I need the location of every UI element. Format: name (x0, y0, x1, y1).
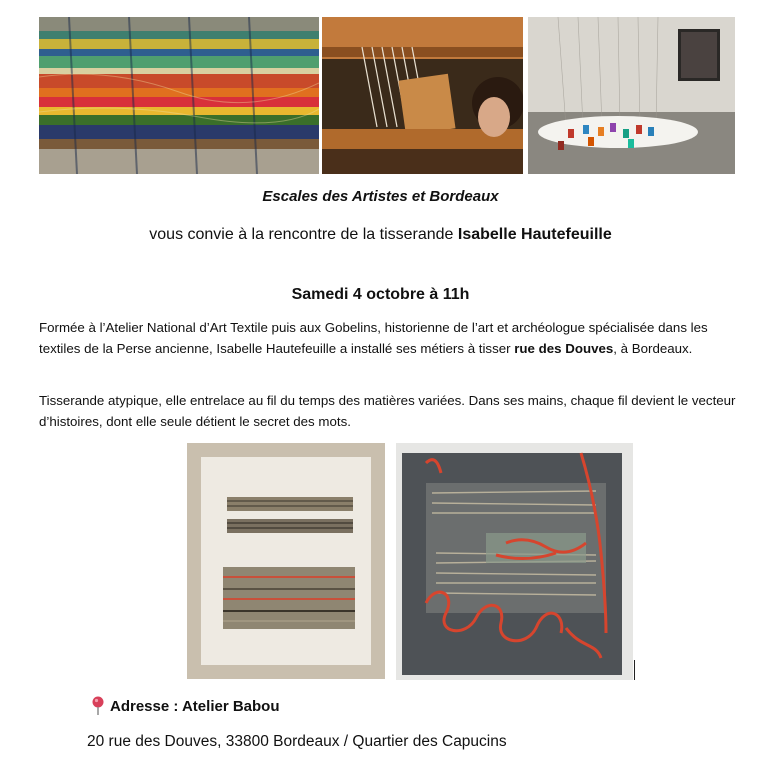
thread-spools-installation-photo (528, 17, 735, 174)
invitation-line (0, 226, 761, 244)
artwork-paper-weaving-photo (187, 443, 385, 679)
address-line: 20 rue des Douves, 33800 Bordeaux / Quartier des Capucins (87, 733, 507, 750)
event-subtitle: Escales des Artistes et Bordeaux (262, 188, 499, 205)
image-edge-line (634, 660, 635, 680)
description-paragraph: Tisserande atypique, elle entrelace au fil du temps des matières variées. Dans ses mains, chaque fil devient le vecteur d’histoires, dont elle seule détient le secret des mots. (39, 393, 736, 429)
bio-text-end: , à Bordeaux. (613, 341, 693, 356)
bio-text-start: Formée à l’Atelier National d’Art Textile puis aux Gobelins, historienne de l’art et archéologue spécialisée dans les textiles de la Perse ancienne, Isabelle Hautefeuille a installé ses métiers à tisser (39, 320, 708, 356)
woven-threads-photo (39, 17, 319, 174)
pin-icon (90, 696, 106, 716)
address-title: Adresse : Atelier Babou (110, 697, 280, 715)
address-label (90, 696, 280, 716)
invite-text: vous convie à la rencontre de la tisserande (149, 226, 458, 243)
artist-name: Isabelle Hautefeuille (457, 226, 612, 243)
artwork-grey-board-photo (396, 443, 633, 680)
street-name: rue des Douves (514, 341, 614, 356)
weaver-at-loom-photo (322, 17, 523, 174)
event-date: Samedi 4 octobre à 11h (291, 286, 470, 303)
bio-paragraph (39, 317, 739, 359)
